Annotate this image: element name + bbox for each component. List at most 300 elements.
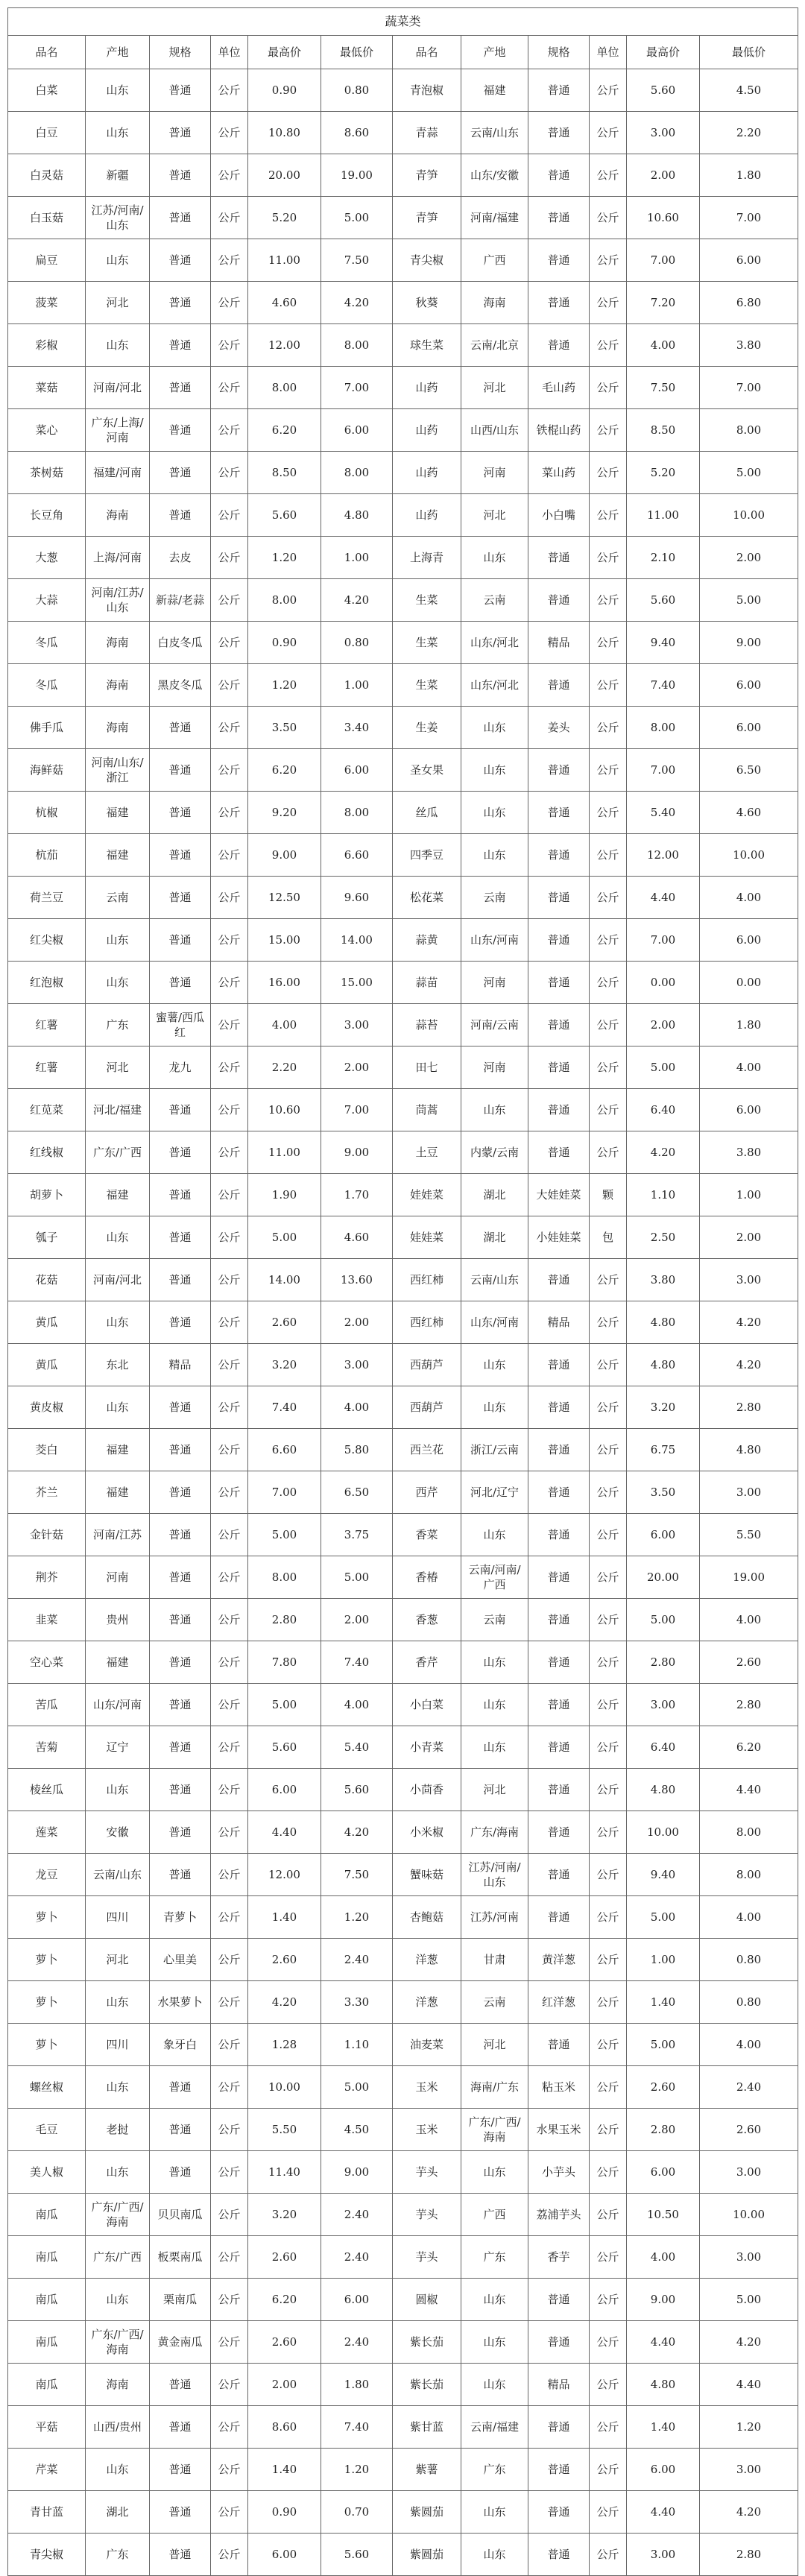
table-row	[8, 494, 798, 537]
cell-min-price: 5.60	[321, 2534, 393, 2576]
cell-spec: 普通	[150, 962, 211, 1004]
cell-min-price: 3.30	[321, 1981, 393, 2024]
cell-name: 香葱	[393, 1599, 461, 1641]
cell-name: 玉米	[393, 2066, 461, 2109]
cell-origin: 海南	[86, 664, 150, 707]
cell-max-price: 4.20	[248, 1981, 321, 2024]
cell-min-price: 9.00	[321, 2151, 393, 2194]
cell-min-price: 7.40	[321, 1641, 393, 1684]
cell-origin: 山东	[86, 324, 150, 367]
cell-name: 萝卜	[8, 1939, 86, 1981]
cell-max-price: 20.00	[627, 1556, 700, 1599]
cell-min-price: 6.00	[700, 707, 798, 749]
table-row	[8, 1854, 798, 1896]
cell-spec: 普通	[150, 367, 211, 409]
table-row	[8, 2151, 798, 2194]
cell-min-price: 1.80	[321, 2364, 393, 2406]
cell-unit: 公斤	[211, 1556, 248, 1599]
cell-spec: 普通	[528, 282, 590, 324]
cell-max-price: 7.00	[627, 749, 700, 792]
cell-origin: 江苏/河南	[461, 1896, 528, 1939]
cell-unit: 公斤	[211, 1046, 248, 1089]
cell-min-price: 10.00	[700, 2194, 798, 2236]
cell-name: 荆芥	[8, 1556, 86, 1599]
cell-min-price: 19.00	[700, 1556, 798, 1599]
table-row	[8, 962, 798, 1004]
cell-max-price: 2.60	[248, 2321, 321, 2364]
cell-name: 菜菇	[8, 367, 86, 409]
cell-unit: 公斤	[590, 749, 627, 792]
cell-min-price: 6.00	[700, 919, 798, 962]
cell-min-price: 2.40	[321, 2194, 393, 2236]
cell-name: 黄瓜	[8, 1301, 86, 1344]
cell-spec: 普通	[150, 452, 211, 494]
cell-max-price: 5.00	[627, 2024, 700, 2066]
cell-max-price: 15.00	[248, 919, 321, 962]
cell-max-price: 2.00	[627, 154, 700, 197]
table-row	[8, 1641, 798, 1684]
cell-name: 山药	[393, 409, 461, 452]
cell-spec: 普通	[528, 1769, 590, 1811]
cell-unit: 公斤	[211, 2491, 248, 2534]
cell-spec: 红洋葱	[528, 1981, 590, 2024]
table-row	[8, 2491, 798, 2534]
cell-spec: 普通	[150, 324, 211, 367]
cell-max-price: 7.50	[627, 367, 700, 409]
cell-name: 白菜	[8, 69, 86, 112]
table-row	[8, 154, 798, 197]
cell-min-price: 0.80	[321, 622, 393, 664]
table-row	[8, 1216, 798, 1259]
cell-max-price: 9.40	[627, 1854, 700, 1896]
cell-origin: 山东	[461, 1641, 528, 1684]
cell-unit: 公斤	[211, 197, 248, 239]
cell-min-price: 3.00	[700, 1471, 798, 1514]
table-row	[8, 919, 798, 962]
cell-min-price: 0.70	[321, 2491, 393, 2534]
cell-max-price: 7.20	[627, 282, 700, 324]
header-min-price: 最低价	[321, 36, 393, 69]
cell-unit: 公斤	[590, 1981, 627, 2024]
cell-max-price: 6.00	[627, 1514, 700, 1556]
cell-min-price: 2.00	[700, 537, 798, 579]
table-row	[8, 707, 798, 749]
cell-spec: 普通	[528, 877, 590, 919]
cell-origin: 海南	[461, 282, 528, 324]
cell-min-price: 3.00	[700, 1259, 798, 1301]
cell-min-price: 4.00	[321, 1386, 393, 1429]
cell-unit: 公斤	[211, 707, 248, 749]
cell-min-price: 2.00	[700, 1216, 798, 1259]
cell-spec: 普通	[528, 749, 590, 792]
cell-origin: 江苏/河南/山东	[86, 197, 150, 239]
cell-min-price: 3.75	[321, 1514, 393, 1556]
cell-max-price: 6.20	[248, 409, 321, 452]
cell-name: 彩椒	[8, 324, 86, 367]
cell-spec: 普通	[150, 2406, 211, 2449]
cell-max-price: 3.20	[248, 1344, 321, 1386]
cell-spec: 小娃娃菜	[528, 1216, 590, 1259]
table-row	[8, 2534, 798, 2576]
cell-unit: 公斤	[211, 1684, 248, 1726]
cell-name: 香芹	[393, 1641, 461, 1684]
cell-spec: 普通	[150, 1301, 211, 1344]
cell-spec: 黑皮冬瓜	[150, 664, 211, 707]
cell-min-price: 5.00	[700, 579, 798, 622]
cell-origin: 云南/河南/广西	[461, 1556, 528, 1599]
cell-spec: 小白嘴	[528, 494, 590, 537]
cell-name: 山药	[393, 367, 461, 409]
cell-min-price: 5.00	[321, 2066, 393, 2109]
cell-max-price: 4.80	[627, 1344, 700, 1386]
cell-unit: 公斤	[590, 69, 627, 112]
table-row	[8, 112, 798, 154]
cell-name: 松花菜	[393, 877, 461, 919]
cell-min-price: 2.00	[321, 1599, 393, 1641]
cell-origin: 老挝	[86, 2109, 150, 2151]
cell-spec: 蜜薯/西瓜红	[150, 1004, 211, 1046]
cell-spec: 新蒜/老蒜	[150, 579, 211, 622]
cell-origin: 福建	[86, 1641, 150, 1684]
cell-min-price: 3.00	[700, 2449, 798, 2491]
cell-origin: 山西/贵州	[86, 2406, 150, 2449]
cell-name: 西芹	[393, 1471, 461, 1514]
cell-max-price: 10.60	[627, 197, 700, 239]
cell-unit: 公斤	[211, 409, 248, 452]
cell-min-price: 7.00	[321, 1089, 393, 1131]
cell-origin: 广东/广西/海南	[86, 2321, 150, 2364]
cell-spec: 普通	[528, 2279, 590, 2321]
cell-unit: 公斤	[590, 2364, 627, 2406]
cell-name: 西兰花	[393, 1429, 461, 1471]
table-row	[8, 1599, 798, 1641]
table-row	[8, 664, 798, 707]
cell-origin: 河南	[461, 1046, 528, 1089]
cell-origin: 新疆	[86, 154, 150, 197]
cell-unit: 公斤	[590, 2449, 627, 2491]
cell-min-price: 4.00	[700, 877, 798, 919]
cell-max-price: 6.40	[627, 1089, 700, 1131]
cell-origin: 山东/河南	[461, 919, 528, 962]
cell-min-price: 2.80	[700, 1386, 798, 1429]
cell-min-price: 4.50	[700, 69, 798, 112]
cell-min-price: 2.80	[700, 1684, 798, 1726]
cell-unit: 公斤	[590, 1471, 627, 1514]
cell-min-price: 6.50	[321, 1471, 393, 1514]
table-row	[8, 1089, 798, 1131]
cell-max-price: 7.00	[627, 239, 700, 282]
cell-unit: 公斤	[590, 1089, 627, 1131]
cell-origin: 山东	[86, 1386, 150, 1429]
cell-unit: 公斤	[590, 1811, 627, 1854]
cell-min-price: 4.20	[700, 2321, 798, 2364]
cell-unit: 公斤	[211, 1811, 248, 1854]
cell-max-price: 5.00	[627, 1599, 700, 1641]
cell-name: 芋头	[393, 2151, 461, 2194]
cell-origin: 海南	[86, 622, 150, 664]
cell-min-price: 4.50	[321, 2109, 393, 2151]
cell-max-price: 2.80	[627, 1641, 700, 1684]
cell-unit: 公斤	[211, 877, 248, 919]
cell-name: 小白菜	[393, 1684, 461, 1726]
table-title: 蔬菜类	[8, 8, 798, 36]
cell-unit: 公斤	[211, 834, 248, 877]
cell-min-price: 4.00	[700, 1599, 798, 1641]
header-name: 品名	[393, 36, 461, 69]
table-row	[8, 69, 798, 112]
cell-name: 娃娃菜	[393, 1216, 461, 1259]
cell-origin: 山东	[461, 2364, 528, 2406]
cell-name: 芋头	[393, 2236, 461, 2279]
cell-unit: 公斤	[211, 1939, 248, 1981]
cell-spec: 普通	[150, 1174, 211, 1216]
cell-spec: 普通	[150, 239, 211, 282]
cell-min-price: 10.00	[700, 834, 798, 877]
cell-min-price: 6.00	[321, 409, 393, 452]
cell-origin: 广东/广西	[86, 2236, 150, 2279]
cell-name: 秋葵	[393, 282, 461, 324]
header-max-price: 最高价	[248, 36, 321, 69]
cell-spec: 普通	[150, 919, 211, 962]
cell-max-price: 1.40	[248, 1896, 321, 1939]
cell-spec: 普通	[150, 409, 211, 452]
cell-spec: 普通	[528, 1514, 590, 1556]
cell-spec: 白皮冬瓜	[150, 622, 211, 664]
cell-name: 上海青	[393, 537, 461, 579]
cell-origin: 福建	[86, 792, 150, 834]
cell-min-price: 13.60	[321, 1259, 393, 1301]
cell-origin: 云南/山东	[461, 112, 528, 154]
cell-name: 螺丝椒	[8, 2066, 86, 2109]
cell-name: 蟹味菇	[393, 1854, 461, 1896]
cell-min-price: 1.10	[321, 2024, 393, 2066]
cell-max-price: 8.00	[627, 707, 700, 749]
cell-origin: 湖北	[461, 1216, 528, 1259]
cell-max-price: 2.00	[248, 2364, 321, 2406]
cell-name: 红薯	[8, 1046, 86, 1089]
cell-unit: 公斤	[590, 282, 627, 324]
cell-max-price: 1.20	[248, 664, 321, 707]
cell-max-price: 12.00	[627, 834, 700, 877]
cell-max-price: 5.00	[248, 1216, 321, 1259]
cell-min-price: 9.60	[321, 877, 393, 919]
table-row	[8, 1811, 798, 1854]
table-row	[8, 1301, 798, 1344]
cell-name: 紫长茄	[393, 2364, 461, 2406]
cell-spec: 普通	[150, 1769, 211, 1811]
cell-name: 南瓜	[8, 2321, 86, 2364]
table-row	[8, 1514, 798, 1556]
cell-max-price: 1.00	[627, 1939, 700, 1981]
cell-unit: 公斤	[211, 622, 248, 664]
cell-spec: 象牙白	[150, 2024, 211, 2066]
cell-min-price: 1.20	[321, 1896, 393, 1939]
cell-spec: 青萝卜	[150, 1896, 211, 1939]
cell-spec: 普通	[150, 154, 211, 197]
cell-unit: 公斤	[211, 1471, 248, 1514]
cell-origin: 山东	[461, 1514, 528, 1556]
cell-min-price: 5.60	[321, 1769, 393, 1811]
cell-name: 西红柿	[393, 1259, 461, 1301]
cell-max-price: 3.80	[627, 1259, 700, 1301]
cell-spec: 普通	[528, 1641, 590, 1684]
cell-min-price: 7.00	[321, 367, 393, 409]
cell-origin: 山东	[461, 792, 528, 834]
cell-name: 紫圆茄	[393, 2491, 461, 2534]
cell-max-price: 4.80	[627, 1769, 700, 1811]
cell-spec: 普通	[150, 1641, 211, 1684]
cell-name: 红线椒	[8, 1131, 86, 1174]
table-row	[8, 2364, 798, 2406]
cell-unit: 公斤	[211, 1769, 248, 1811]
cell-min-price: 4.80	[321, 494, 393, 537]
table-row	[8, 1726, 798, 1769]
cell-spec: 心里美	[150, 1939, 211, 1981]
cell-name: 南瓜	[8, 2364, 86, 2406]
cell-min-price: 3.80	[700, 324, 798, 367]
cell-spec: 小芋头	[528, 2151, 590, 2194]
cell-origin: 山东/河北	[461, 622, 528, 664]
cell-name: 圆椒	[393, 2279, 461, 2321]
cell-max-price: 12.50	[248, 877, 321, 919]
cell-spec: 普通	[528, 1599, 590, 1641]
cell-name: 圣女果	[393, 749, 461, 792]
cell-origin: 山东	[461, 1344, 528, 1386]
cell-min-price: 6.20	[700, 1726, 798, 1769]
cell-min-price: 0.80	[700, 1939, 798, 1981]
table-row	[8, 1896, 798, 1939]
cell-min-price: 10.00	[700, 494, 798, 537]
cell-min-price: 7.00	[700, 197, 798, 239]
cell-min-price: 3.40	[321, 707, 393, 749]
cell-max-price: 6.00	[627, 2449, 700, 2491]
cell-name: 杭茄	[8, 834, 86, 877]
cell-origin: 河北	[86, 1939, 150, 1981]
cell-spec: 普通	[528, 1471, 590, 1514]
cell-spec: 精品	[150, 1344, 211, 1386]
cell-unit: 公斤	[211, 1896, 248, 1939]
cell-max-price: 8.00	[248, 1556, 321, 1599]
cell-name: 冬瓜	[8, 664, 86, 707]
cell-min-price: 1.00	[700, 1174, 798, 1216]
cell-name: 生菜	[393, 622, 461, 664]
cell-name: 红苋菜	[8, 1089, 86, 1131]
cell-unit: 公斤	[211, 2449, 248, 2491]
table-row	[8, 239, 798, 282]
header-max-price: 最高价	[627, 36, 700, 69]
cell-origin: 山东	[461, 1684, 528, 1726]
cell-origin: 四川	[86, 1896, 150, 1939]
cell-max-price: 7.40	[248, 1386, 321, 1429]
cell-unit: 公斤	[211, 282, 248, 324]
cell-name: 山药	[393, 494, 461, 537]
cell-max-price: 3.20	[627, 1386, 700, 1429]
cell-max-price: 10.00	[248, 2066, 321, 2109]
cell-max-price: 0.00	[627, 962, 700, 1004]
cell-max-price: 5.40	[627, 792, 700, 834]
table-row	[8, 834, 798, 877]
cell-max-price: 4.20	[627, 1131, 700, 1174]
cell-unit: 公斤	[590, 962, 627, 1004]
table-row	[8, 1981, 798, 2024]
cell-unit: 公斤	[211, 1854, 248, 1896]
table-row	[8, 1769, 798, 1811]
cell-name: 山药	[393, 452, 461, 494]
cell-min-price: 2.60	[700, 2109, 798, 2151]
cell-origin: 广东/广西	[86, 1131, 150, 1174]
cell-max-price: 1.10	[627, 1174, 700, 1216]
cell-unit: 公斤	[590, 2534, 627, 2576]
cell-origin: 山东	[461, 1726, 528, 1769]
cell-name: 小米椒	[393, 1811, 461, 1854]
cell-max-price: 3.00	[627, 2534, 700, 2576]
cell-name: 生菜	[393, 579, 461, 622]
cell-unit: 公斤	[590, 409, 627, 452]
cell-origin: 福建	[86, 1174, 150, 1216]
cell-min-price: 3.00	[700, 2151, 798, 2194]
cell-name: 黄瓜	[8, 1344, 86, 1386]
cell-name: 香菜	[393, 1514, 461, 1556]
cell-spec: 普通	[528, 1429, 590, 1471]
cell-unit: 包	[590, 1216, 627, 1259]
cell-max-price: 4.40	[627, 877, 700, 919]
table-row	[8, 1429, 798, 1471]
cell-min-price: 5.50	[700, 1514, 798, 1556]
cell-min-price: 4.60	[700, 792, 798, 834]
cell-origin: 山东	[86, 1216, 150, 1259]
cell-name: 紫甘蓝	[393, 2406, 461, 2449]
cell-spec: 龙九	[150, 1046, 211, 1089]
cell-name: 球生菜	[393, 324, 461, 367]
cell-unit: 公斤	[590, 2194, 627, 2236]
cell-unit: 公斤	[211, 1726, 248, 1769]
cell-max-price: 14.00	[248, 1259, 321, 1301]
cell-unit: 公斤	[590, 2109, 627, 2151]
cell-min-price: 5.00	[321, 197, 393, 239]
cell-spec: 普通	[150, 2151, 211, 2194]
cell-origin: 海南	[86, 494, 150, 537]
cell-unit: 公斤	[590, 1599, 627, 1641]
cell-spec: 普通	[150, 2364, 211, 2406]
cell-max-price: 3.00	[627, 112, 700, 154]
cell-min-price: 8.00	[700, 1854, 798, 1896]
cell-origin: 上海/河南	[86, 537, 150, 579]
cell-max-price: 1.40	[627, 1981, 700, 2024]
cell-spec: 普通	[528, 1089, 590, 1131]
cell-unit: 公斤	[590, 1769, 627, 1811]
cell-spec: 普通	[150, 1854, 211, 1896]
cell-spec: 普通	[150, 792, 211, 834]
cell-origin: 山东	[86, 69, 150, 112]
cell-spec: 精品	[528, 1301, 590, 1344]
cell-name: 红泡椒	[8, 962, 86, 1004]
cell-unit: 公斤	[590, 664, 627, 707]
cell-spec: 普通	[528, 154, 590, 197]
cell-max-price: 2.20	[248, 1046, 321, 1089]
cell-name: 菠菜	[8, 282, 86, 324]
cell-min-price: 1.20	[700, 2406, 798, 2449]
cell-unit: 公斤	[211, 1386, 248, 1429]
cell-origin: 广西	[461, 2194, 528, 2236]
vegetable-price-table	[7, 7, 798, 2576]
cell-max-price: 7.80	[248, 1641, 321, 1684]
cell-unit: 公斤	[211, 1599, 248, 1641]
cell-spec: 普通	[150, 112, 211, 154]
table-row	[8, 324, 798, 367]
cell-unit: 公斤	[590, 494, 627, 537]
cell-max-price: 3.00	[627, 1684, 700, 1726]
cell-name: 白灵菇	[8, 154, 86, 197]
